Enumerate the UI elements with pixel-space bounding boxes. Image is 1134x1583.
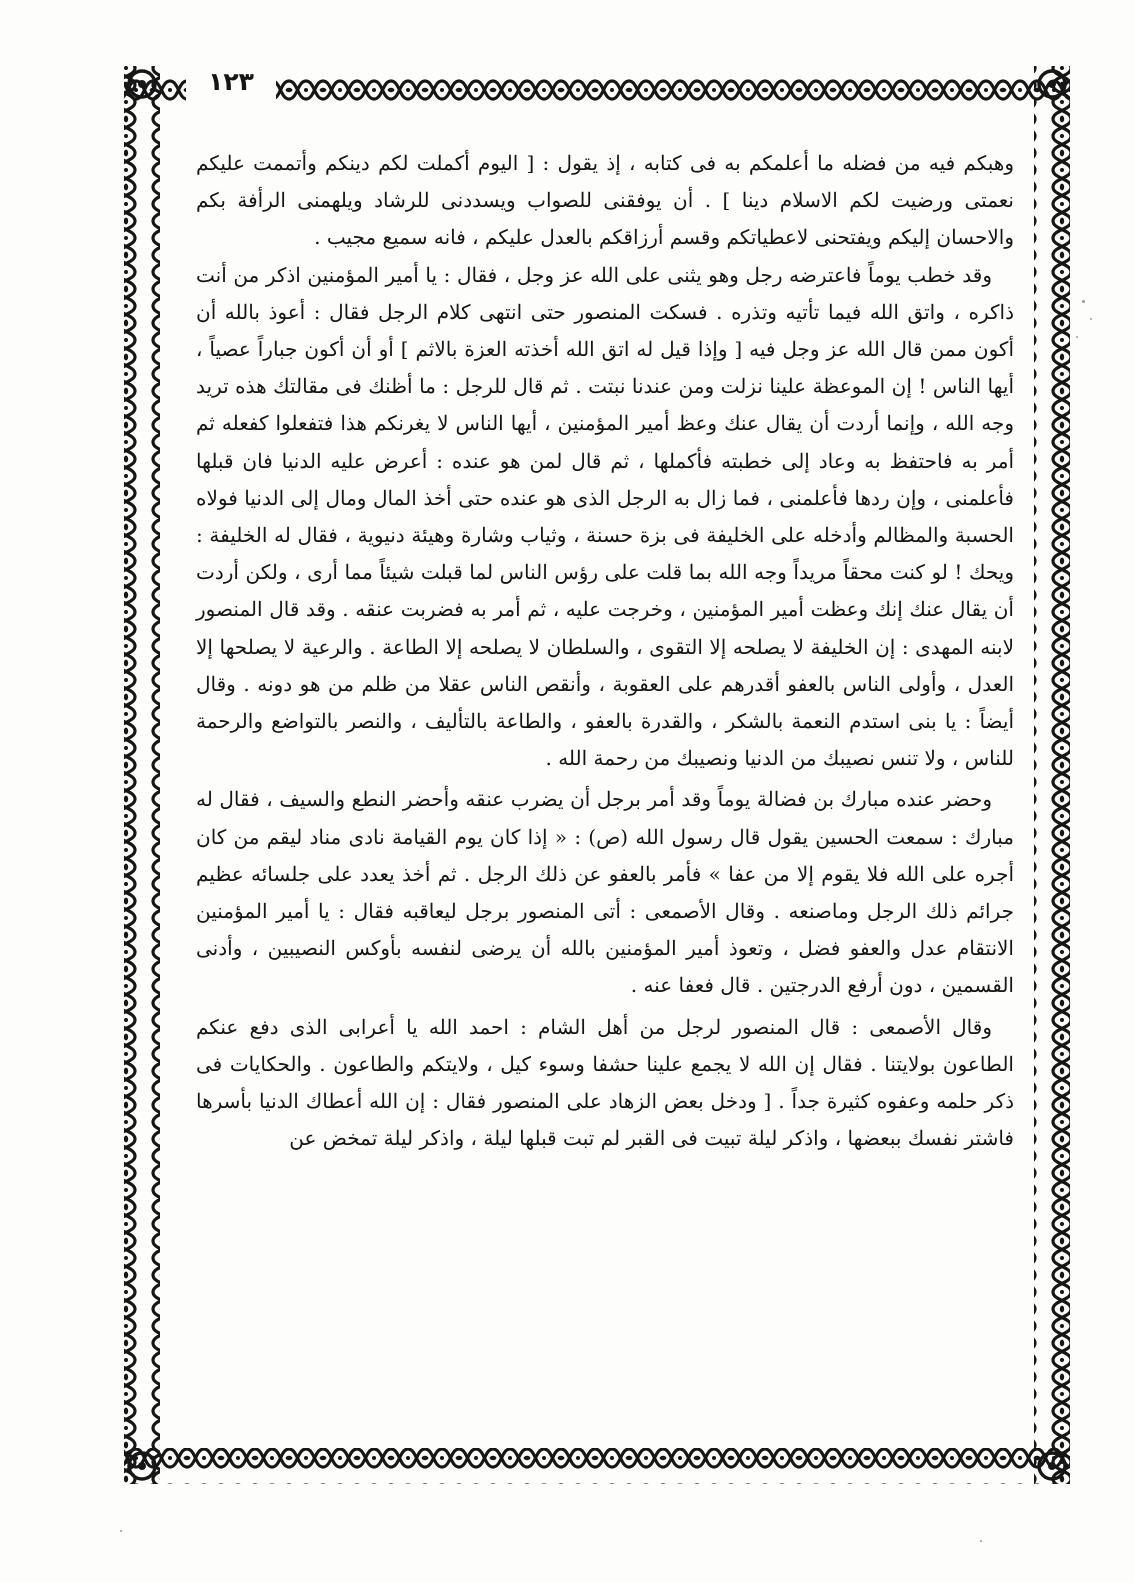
scan-speck — [1082, 300, 1085, 303]
scan-speck — [1090, 318, 1092, 320]
scan-speck — [1076, 336, 1078, 338]
scan-speck — [980, 1540, 982, 1542]
paragraph: وقد خطب يوماً فاعترضه رجل وهو يثنى على الله عز وجل ، فقال : يا أمير المؤمنين اذكر من أنت ذاكره ، واتق الله فيما تأتيه وتذره . فسكت المنصور حتى انتهى كلام الرجل فقال : أعوذ بالله أن أكون ممن قال الله عز وجل فيه [ وإذا قيل له اتق الله أخذته العزة بالاثم ] أو أن أكون جباراً عصياً ، أيها الناس ! إن الموعظة علينا نزلت ومن عندنا نبتت . ثم قال للرجل : ما أظنك فى مقالتك هذه تريد وجه الله ، وإنما أردت أن يقال عنك وعظ أمير المؤمنين ، أيها الناس لا يغرنكم هذا فتفعلوا كفعله ثم أمر به فاحتفظ به وعاد إلى خطبته فأكملها ، ثم قال لمن هو عنده : أعرض عليه الدنيا فان قبلها فأعلمنى ، وإن ردها فأعلمنى ، فما زال به الرجل الذى هو عنده حتى أخذ المال ومال إلى الدنيا فولاه الحسبة والمظالم وأدخله على الخليفة فى بزة حسنة ، وثياب وشارة وهيئة دنيوية ، فقال له الخليفة : ويحك ! لو كنت محقاً مريداً وجه الله بما قلت على رؤس الناس لما قبلت شيئاً مما أرى ، ولكن أردت أن يقال عنك إنك وعظت أمير المؤمنين ، وخرجت عليه ، ثم أمر به فضربت عنقه . وقد قال المنصور لابنه المهدى : إن الخليفة لا يصلحه إلا التقوى ، والسلطان لا يصلحه إلا الطاعة . والرعية لا يصلحها إلا العدل ، وأولى الناس بالعفو أقدرهم على العقوبة ، وأنقص الناس عقلا من ظلم من هو دونه . وقال أيضاً : يا بنى استدم النعمة بالشكر ، والقدرة بالعفو ، والطاعة بالتأليف ، والنصر بالتواضع والرحمة للناس ، ولا تنس نصيبك من الدنيا ونصيبك من رحمة الله . — [196, 262, 1014, 771]
scan-speck — [120, 1530, 122, 1532]
main-text — [196, 145, 1014, 1157]
page-number: ١٢٣ — [186, 60, 276, 104]
paragraph: وحضر عنده مبارك بن فضالة يوماً وقد أمر برجل أن يضرب عنقه وأحضر النطع والسيف ، فقال له مبارك : سمعت الحسين يقول قال رسول الله (ص) : « إذا كان يوم القيامة نادى مناد ليقم من كان أجره على الله فلا يقوم إلا من عفا » فأمر بالعفو عن ذلك الرجل . ثم أخذ يعدد على جلسائه عظيم جرائم ذلك الرجل وماصنعه . وقال الأصمعى : أتى المنصور برجل ليعاقبه فقال : يا أمير المؤمنين الانتقام عدل والعفو فضل ، وتعوذ أمير المؤمنين بالله أن يرضى لنفسه بأوكس النصيبين ، وأدنى القسمين ، دون أرفع الدرجتين . قال فعفا عنه . — [196, 787, 1015, 998]
paragraph: وقال الأصمعى : قال المنصور لرجل من أهل الشام : احمد الله يا أعرابى الذى دفع عنكم الطاعون بولايتنا . فقال إن الله لا يجمع علينا حشفا وسوء كيل ، ولايتكم والطاعون . والحكايات فى ذكر حلمه وعفوه كثيرة جداً . [ ودخل بعض الزهاد على المنصور فقال : إن الله أعطاك الدنيا بأسرها فاشتر نفسك ببعضها ، واذكر ليلة تبيت فى القبر لم تبت قبلها ليلة ، واذكر ليلة تمخض عن — [196, 1014, 1015, 1151]
paragraph: وهبكم فيه من فضله ما أعلمكم به فى كتابه ، إذ يقول : [ اليوم أكملت لكم دينكم وأتممت عليكم نعمتى ورضيت لكم الاسلام دينا ] . أن يوفقنى للصواب ويسددنى للرشاد ويلهمنى الرأفة بكم والاحسان إليكم ويفتحنى لاعطياتكم وقسم أرزاقكم بالعدل عليكم ، فانه سميع مجيب . — [196, 151, 1014, 250]
